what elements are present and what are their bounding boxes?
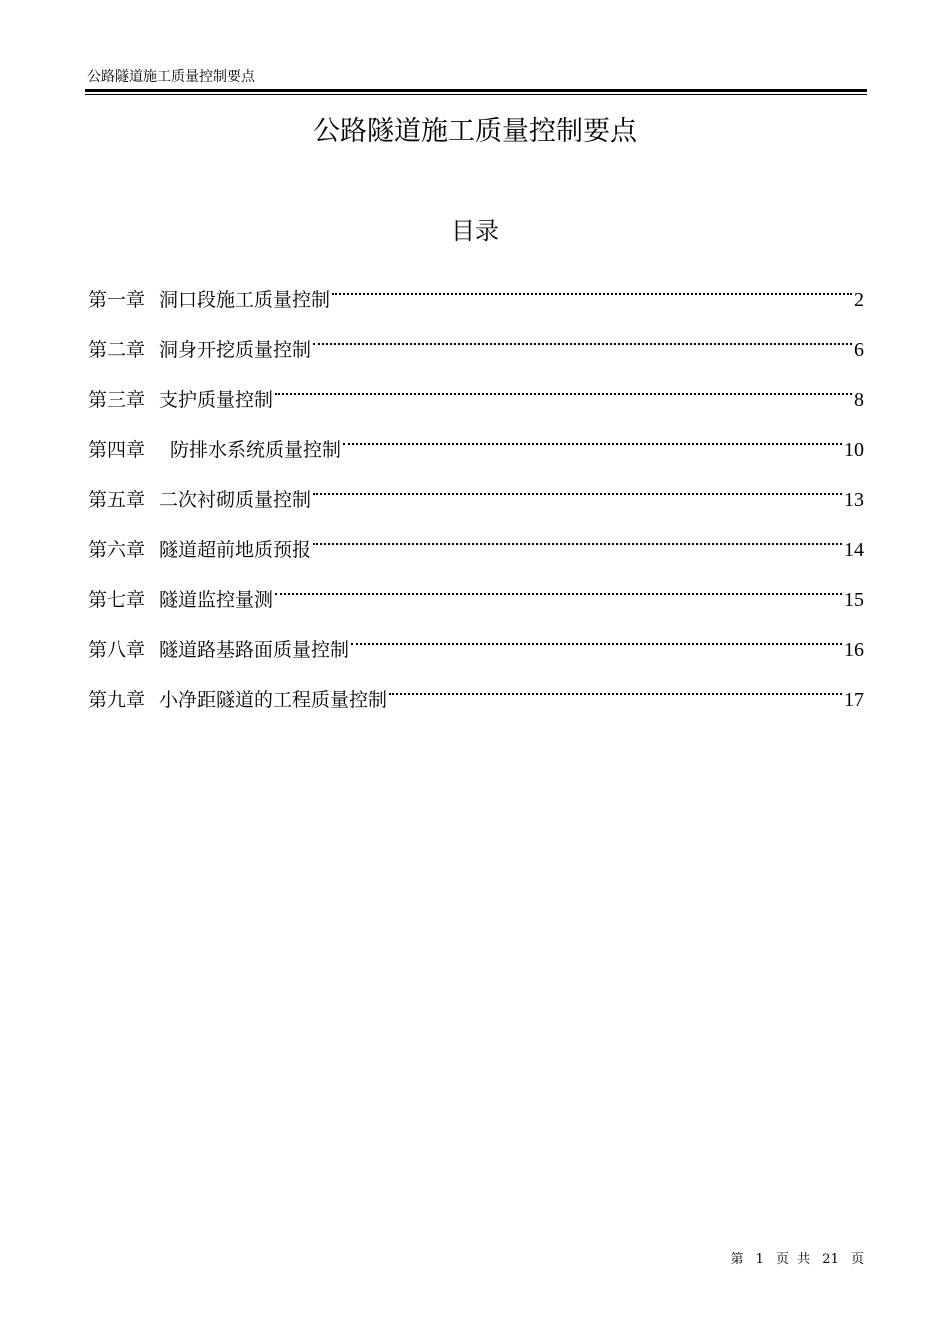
- toc-entry[interactable]: [88, 316, 864, 366]
- toc-entry[interactable]: [88, 466, 864, 516]
- toc-dot-leader: [313, 466, 842, 506]
- toc-chapter-title: 支护质量控制: [159, 389, 274, 411]
- toc-page-number: 16: [844, 639, 864, 661]
- toc-chapter-number: 第七章: [88, 589, 146, 611]
- toc-chapter-number: 第九章: [88, 689, 146, 711]
- toc-dot-leader: [332, 266, 852, 306]
- toc-chapter-number: 第二章: [88, 339, 146, 361]
- toc-page-number: 14: [844, 539, 864, 561]
- footer-middle: 页 共: [776, 1252, 811, 1267]
- toc-dot-leader: [343, 416, 842, 456]
- toc-chapter-title: 隧道监控量测: [159, 589, 274, 611]
- toc-page-number: 10: [844, 439, 864, 461]
- toc-dot-leader: [313, 516, 842, 556]
- toc-chapter-title: 隧道路基路面质量控制: [159, 639, 350, 661]
- toc-chapter-title: 二次衬砌质量控制: [159, 489, 312, 511]
- toc-page-number: 6: [854, 339, 864, 361]
- toc-chapter-title: 防排水系统质量控制: [170, 439, 342, 461]
- toc-chapter-title: 洞口段施工质量控制: [159, 289, 331, 311]
- toc-page-number: 13: [844, 489, 864, 511]
- toc-entry[interactable]: [88, 366, 864, 416]
- toc-dot-leader: [389, 666, 842, 706]
- toc-entry[interactable]: [88, 616, 864, 666]
- toc-entry[interactable]: [88, 266, 864, 316]
- footer-total-pages: 21: [822, 1252, 839, 1267]
- header-rule-thin: [85, 94, 867, 95]
- toc-entry[interactable]: [88, 566, 864, 616]
- footer-prefix: 第: [730, 1252, 744, 1267]
- toc-dot-leader: [275, 366, 852, 406]
- toc-page-number: 17: [844, 689, 864, 711]
- toc-entry[interactable]: [88, 416, 864, 466]
- toc-dot-leader: [313, 316, 852, 356]
- table-of-contents: [88, 266, 864, 716]
- toc-chapter-number: 第八章: [88, 639, 146, 661]
- toc-heading: 目录: [451, 217, 499, 245]
- toc-page-number: 8: [854, 389, 864, 411]
- document-title: 公路隧道施工质量控制要点: [313, 116, 637, 147]
- toc-page-number: 15: [844, 589, 864, 611]
- toc-entry[interactable]: [88, 666, 864, 716]
- toc-chapter-title: 洞身开挖质量控制: [159, 339, 312, 361]
- toc-chapter-number: 第四章: [88, 439, 146, 461]
- toc-chapter-number: 第三章: [88, 389, 146, 411]
- toc-page-number: 2: [854, 289, 864, 311]
- toc-chapter-number: 第六章: [88, 539, 146, 561]
- toc-chapter-number: 第五章: [88, 489, 146, 511]
- toc-dot-leader: [275, 566, 842, 606]
- page-footer: [726, 1251, 864, 1269]
- toc-chapter-title: 小净距隧道的工程质量控制: [159, 689, 388, 711]
- toc-entry[interactable]: [88, 516, 864, 566]
- footer-suffix: 页: [850, 1252, 864, 1267]
- header-rule: [85, 89, 867, 92]
- footer-current-page: 1: [755, 1252, 764, 1267]
- running-header: 公路隧道施工质量控制要点: [87, 69, 255, 85]
- toc-dot-leader: [351, 616, 842, 656]
- toc-chapter-number: 第一章: [88, 289, 146, 311]
- toc-chapter-title: 隧道超前地质预报: [159, 539, 312, 561]
